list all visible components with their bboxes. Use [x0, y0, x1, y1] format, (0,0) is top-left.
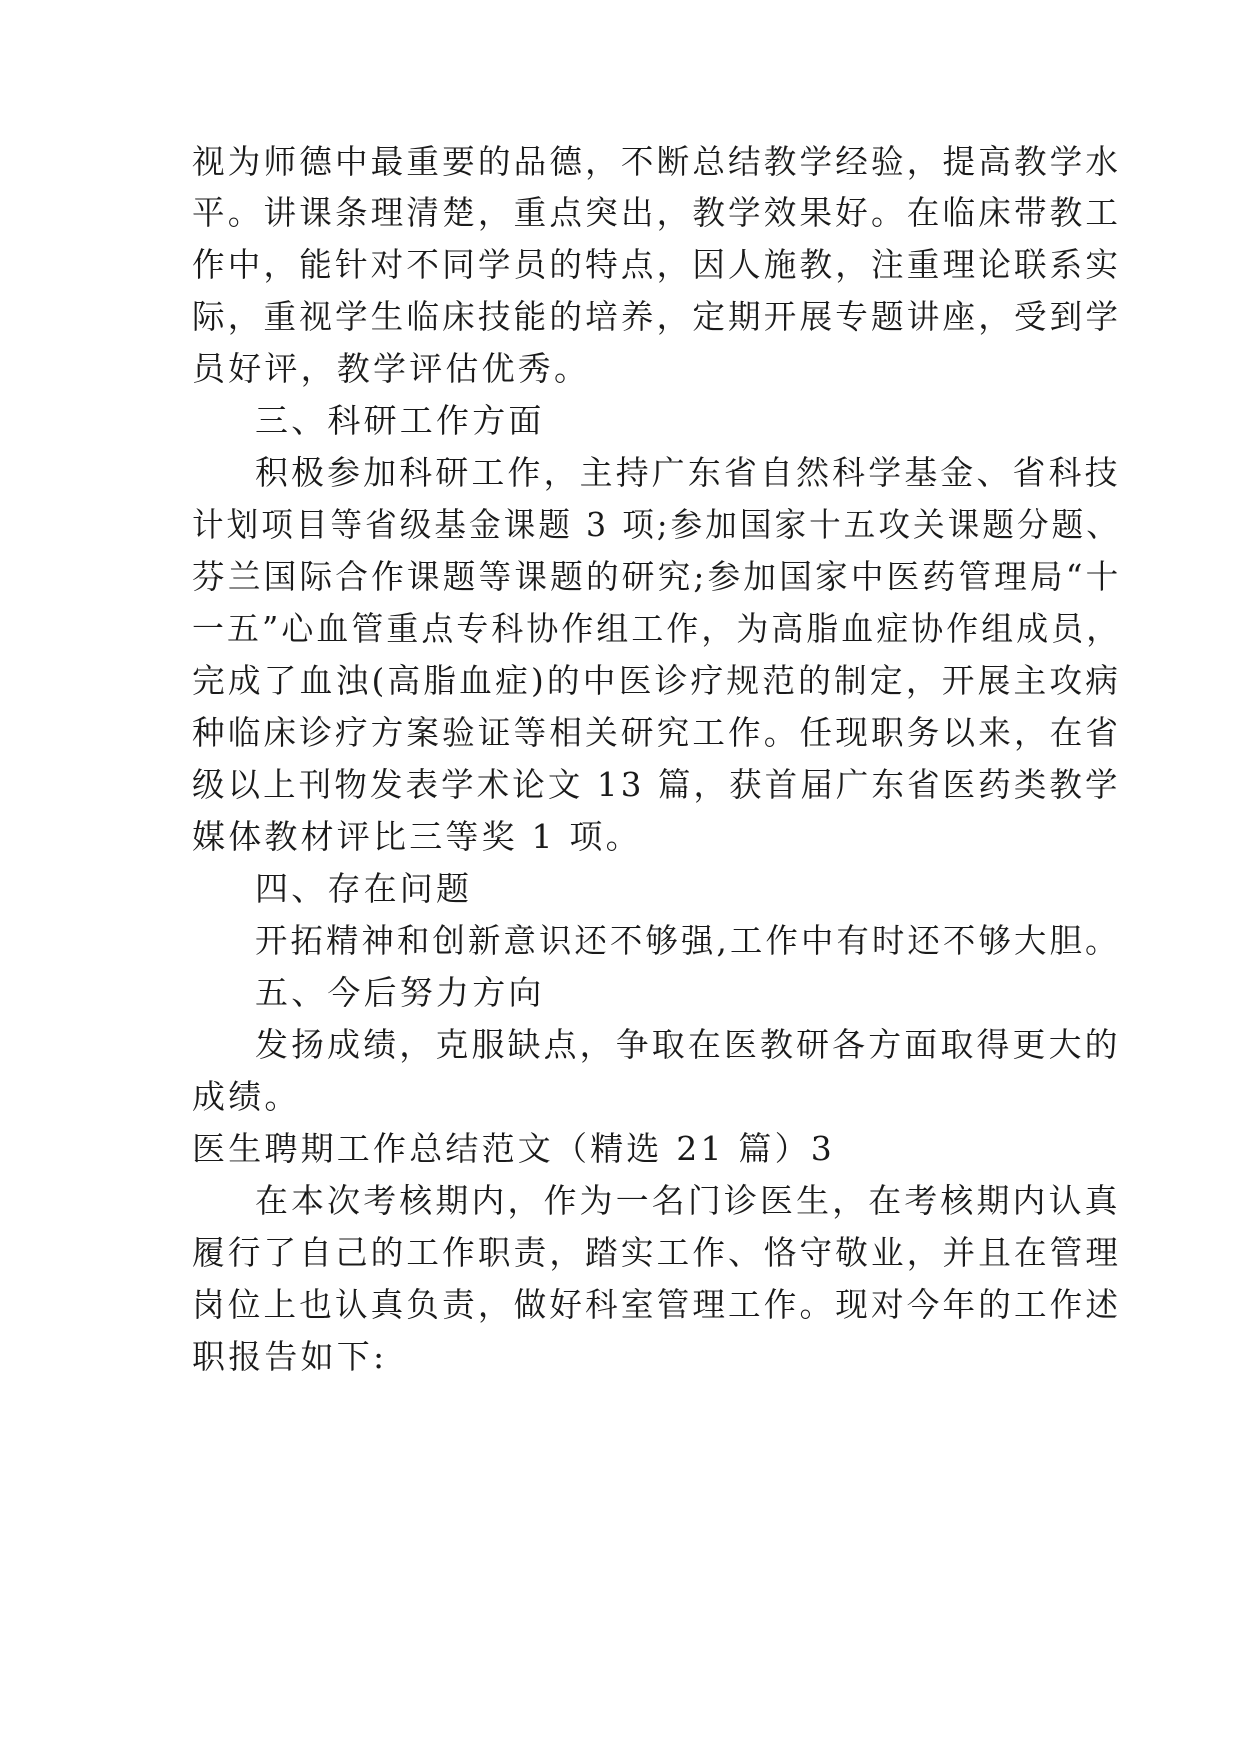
paragraph-line: 在本次考核期内，作为一名门诊医生，在考核期内认真 — [255, 1181, 1121, 1220]
paragraph-line: 岗位上也认真负责，做好科室管理工作。现对今年的工作述 — [192, 1285, 1122, 1324]
paragraph-line: 际，重视学生临床技能的培养，定期开展专题讲座，受到学 — [192, 297, 1122, 336]
paragraph-line: 媒体教材评比三等奖 1 项。 — [192, 817, 642, 856]
paragraph-line: 发扬成绩，克服缺点，争取在医教研各方面取得更大的 — [255, 1025, 1121, 1064]
paragraph-line: 积极参加科研工作，主持广东省自然科学基金、省科技 — [255, 453, 1121, 492]
paragraph-line: 成绩。 — [192, 1077, 301, 1116]
section-heading: 三、科研工作方面 — [255, 401, 545, 440]
paragraph-line: 计划项目等省级基金课题 3 项;参加国家十五攻关课题分题、 — [192, 505, 1121, 544]
paragraph-line: 员好评，教学评估优秀。 — [192, 349, 591, 388]
article-title: 医生聘期工作总结范文（精选 21 篇）3 — [192, 1129, 835, 1168]
paragraph-line: 平。讲课条理清楚，重点突出，教学效果好。在临床带教工 — [192, 193, 1122, 232]
paragraph-line: 完成了血浊(高脂血症)的中医诊疗规范的制定，开展主攻病 — [192, 661, 1122, 700]
paragraph-line: 履行了自己的工作职责，踏实工作、恪守敬业，并且在管理 — [192, 1233, 1122, 1272]
section-heading: 五、今后努力方向 — [255, 973, 545, 1012]
section-heading: 四、存在问题 — [255, 869, 473, 908]
paragraph-line: 视为师德中最重要的品德，不断总结教学经验，提高教学水 — [192, 142, 1122, 181]
paragraph-line: 开拓精神和创新意识还不够强,工作中有时还不够大胆。 — [255, 921, 1121, 960]
paragraph-line: 职报告如下: — [192, 1337, 388, 1376]
paragraph-line: 芬兰国际合作课题等课题的研究;参加国家中医药管理局“十 — [192, 557, 1122, 596]
paragraph-line: 种临床诊疗方案验证等相关研究工作。任现职务以来，在省 — [192, 713, 1122, 752]
paragraph-line: 一五”心血管重点专科协作组工作，为高脂血症协作组成员， — [192, 609, 1122, 648]
paragraph-line: 级以上刊物发表学术论文 13 篇，获首届广东省医药类教学 — [192, 765, 1121, 804]
paragraph-line: 作中，能针对不同学员的特点，因人施教，注重理论联系实 — [192, 245, 1122, 284]
